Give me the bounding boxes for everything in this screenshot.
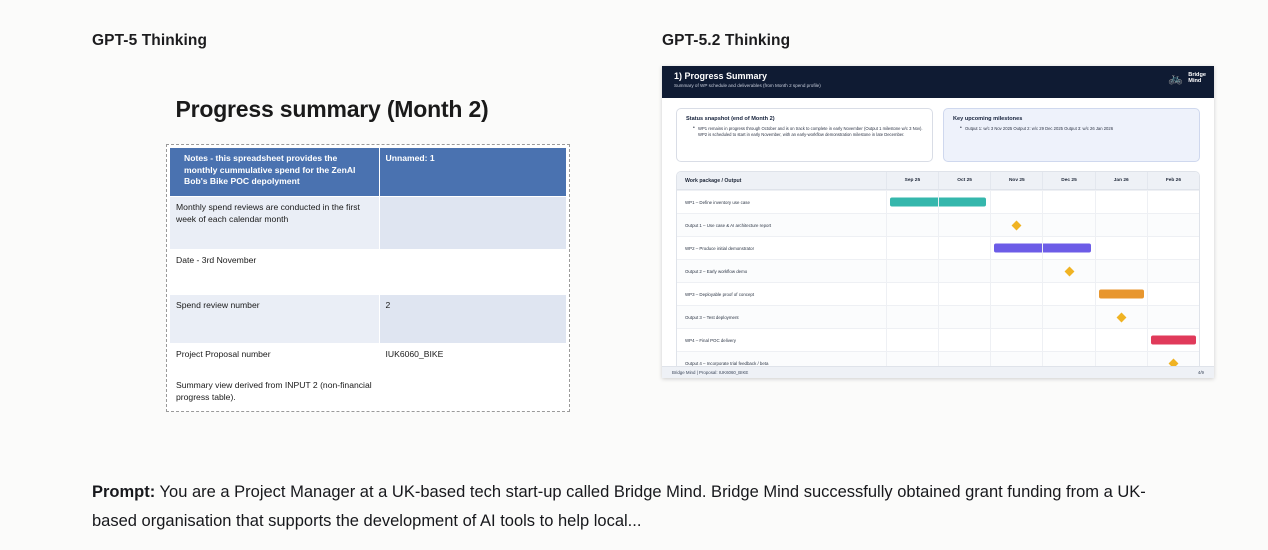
gantt-cell bbox=[938, 191, 990, 213]
status-snapshot-list bbox=[686, 126, 923, 138]
gantt-header-row bbox=[677, 172, 1199, 190]
gantt-cell bbox=[990, 283, 1042, 305]
brand-line-2: Mind bbox=[1188, 78, 1202, 85]
gantt-cell bbox=[1042, 329, 1094, 351]
gantt-row-label: Output 2 – Early workflow demo bbox=[685, 268, 748, 274]
gantt-bar bbox=[1099, 290, 1144, 299]
gantt-month-header: Sep 25 bbox=[886, 172, 938, 189]
table-cell: Summary view derived from INPUT 2 (non-financial progress table). bbox=[170, 375, 380, 409]
table-header-row bbox=[170, 148, 567, 197]
gantt-cell bbox=[886, 260, 938, 282]
gantt-cell bbox=[1095, 214, 1147, 236]
gantt-cell bbox=[886, 214, 938, 236]
table-cell: IUK6060_BIKE bbox=[379, 344, 567, 375]
gantt-cell bbox=[1095, 306, 1147, 328]
gantt-row-label: Output 4 – Incorporate trial feedback / beta bbox=[685, 360, 769, 366]
table-cell bbox=[379, 375, 567, 409]
spreadsheet-table-container bbox=[166, 144, 570, 412]
brand-lockup bbox=[1168, 72, 1206, 85]
gantt-month-header: Oct 25 bbox=[938, 172, 990, 189]
gantt-col-header: Work package / Output bbox=[685, 177, 742, 184]
list-item: • Output 1: w/c 3 Nov 2025 Output 2: w/c 29 Dec 2025 Output 3: w/c 26 Jan 2026 bbox=[960, 126, 1190, 132]
gantt-cell bbox=[1147, 191, 1199, 213]
table-row bbox=[170, 344, 567, 375]
key-milestones-card bbox=[943, 108, 1200, 162]
bicycle-icon: 🚲 bbox=[1168, 71, 1184, 86]
gantt-cell bbox=[990, 191, 1042, 213]
list-item: • WP1 remains in progress through October and is on track to complete in early November (Output 1 milestone w/c 3 Nov). WP2 is scheduled to start in early November, with an early-workflow demonstration milestone in late December. bbox=[693, 126, 923, 138]
gantt-row-label: Output 3 – Test deployment bbox=[685, 314, 739, 320]
gantt-cell bbox=[1095, 260, 1147, 282]
prompt-label: Prompt: bbox=[92, 483, 156, 501]
gantt-cell bbox=[886, 329, 938, 351]
gantt-bar bbox=[1151, 336, 1196, 345]
slide-header-title: 1) Progress Summary bbox=[674, 71, 768, 81]
table-header-cell-unnamed: Unnamed: 1 bbox=[379, 148, 567, 197]
gantt-cell bbox=[1042, 191, 1094, 213]
gantt-milestone-diamond bbox=[1116, 312, 1126, 322]
gantt-milestone-diamond bbox=[1064, 266, 1074, 276]
left-slide-panel bbox=[92, 78, 572, 402]
table-row bbox=[170, 250, 567, 295]
table-cell bbox=[379, 250, 567, 295]
gantt-cell bbox=[1147, 329, 1199, 351]
gantt-cell bbox=[990, 329, 1042, 351]
gantt-cell bbox=[1147, 214, 1199, 236]
gantt-cell bbox=[1042, 237, 1094, 259]
gantt-body bbox=[677, 190, 1199, 374]
gantt-cell bbox=[1095, 283, 1147, 305]
prompt-text bbox=[92, 478, 1182, 536]
summary-cards bbox=[662, 98, 1214, 162]
left-model-label: GPT-5 Thinking bbox=[92, 32, 208, 49]
table-cell bbox=[379, 197, 567, 250]
gantt-cell bbox=[886, 191, 938, 213]
gantt-cell bbox=[938, 283, 990, 305]
gantt-cell bbox=[990, 260, 1042, 282]
slide-footer bbox=[662, 366, 1214, 378]
gantt-cell bbox=[938, 214, 990, 236]
gantt-row-label: WP2 – Produce initial demonstrator bbox=[685, 245, 755, 251]
gantt-row-label: WP3 – Deployable proof of concept bbox=[685, 291, 755, 297]
gantt-row bbox=[677, 328, 1199, 351]
gantt-row-label: WP1 – Define inventory use case bbox=[685, 199, 750, 205]
gantt-cell bbox=[990, 237, 1042, 259]
right-slide-panel bbox=[662, 66, 1214, 378]
gantt-row bbox=[677, 259, 1199, 282]
gantt-row bbox=[677, 190, 1199, 213]
gantt-row bbox=[677, 305, 1199, 328]
gantt-cell bbox=[1042, 214, 1094, 236]
key-milestones-title: Key upcoming milestones bbox=[953, 116, 1023, 122]
gantt-cell bbox=[1095, 237, 1147, 259]
status-snapshot-card bbox=[676, 108, 933, 162]
gantt-cell bbox=[1095, 191, 1147, 213]
gantt-month-header: Nov 25 bbox=[990, 172, 1042, 189]
spreadsheet-table bbox=[169, 147, 567, 409]
gantt-cell bbox=[1095, 329, 1147, 351]
slide-header-subtitle: Summary of WP schedule and deliverables (from Month 2 spend profile) bbox=[674, 83, 821, 88]
gantt-cell bbox=[1042, 260, 1094, 282]
gantt-month-header: Jan 26 bbox=[1095, 172, 1147, 189]
gantt-row bbox=[677, 236, 1199, 259]
table-cell: Monthly spend reviews are conducted in the first week of each calendar month bbox=[170, 197, 380, 250]
gantt-row bbox=[677, 213, 1199, 236]
left-slide-title: Progress summary (Month 2) bbox=[175, 96, 489, 122]
gantt-cell bbox=[1042, 283, 1094, 305]
slide-footer-right: 4/9 bbox=[1197, 370, 1204, 375]
gantt-cell bbox=[990, 214, 1042, 236]
table-row bbox=[170, 375, 567, 409]
slide-header bbox=[662, 66, 1214, 98]
table-row bbox=[170, 197, 567, 250]
gantt-cell bbox=[1147, 260, 1199, 282]
gantt-cell bbox=[990, 306, 1042, 328]
gantt-chart bbox=[676, 171, 1200, 375]
table-cell: Spend review number bbox=[170, 295, 380, 344]
gantt-cell bbox=[1147, 237, 1199, 259]
gantt-month-header: Feb 26 bbox=[1147, 172, 1199, 189]
key-milestones-list bbox=[953, 126, 1190, 132]
right-model-label: GPT-5.2 Thinking bbox=[662, 32, 791, 49]
gantt-row bbox=[677, 282, 1199, 305]
table-row bbox=[170, 295, 567, 344]
table-cell: Project Proposal number bbox=[170, 344, 380, 375]
prompt-body: You are a Project Manager at a UK-based tech start-up called Bridge Mind. Bridge Mind successfully obtained grant funding from a UK-based organisation that supports the development of AI tools to help local... bbox=[92, 483, 1146, 530]
gantt-cell bbox=[1042, 306, 1094, 328]
brand-line-1: Bridge bbox=[1188, 72, 1206, 78]
gantt-cell bbox=[938, 260, 990, 282]
brand-name bbox=[1188, 72, 1206, 85]
gantt-cell bbox=[1147, 306, 1199, 328]
table-cell: Date - 3rd November bbox=[170, 250, 380, 295]
table-header-cell-notes: Notes - this spreadsheet provides the monthly cummulative spend for the ZenAI Bob's Bike POC depolyment bbox=[170, 148, 380, 197]
gantt-cell bbox=[938, 329, 990, 351]
gantt-cell bbox=[886, 306, 938, 328]
gantt-cell bbox=[938, 237, 990, 259]
gantt-row-label: WP4 – Final POC delivery bbox=[685, 337, 736, 343]
gantt-cell bbox=[938, 306, 990, 328]
gantt-cell bbox=[886, 283, 938, 305]
gantt-cell bbox=[886, 237, 938, 259]
gantt-cell bbox=[1147, 283, 1199, 305]
table-cell: 2 bbox=[379, 295, 567, 344]
gantt-milestone-diamond bbox=[1012, 220, 1022, 230]
status-snapshot-title: Status snapshot (end of Month 2) bbox=[686, 116, 775, 122]
gantt-month-header: Dec 25 bbox=[1042, 172, 1094, 189]
slide-footer-left: Bridge Mind | Proposal: IUK6060_BIKE bbox=[672, 370, 749, 375]
gantt-row-label: Output 1 – Use case & AI architecture report bbox=[685, 222, 772, 228]
